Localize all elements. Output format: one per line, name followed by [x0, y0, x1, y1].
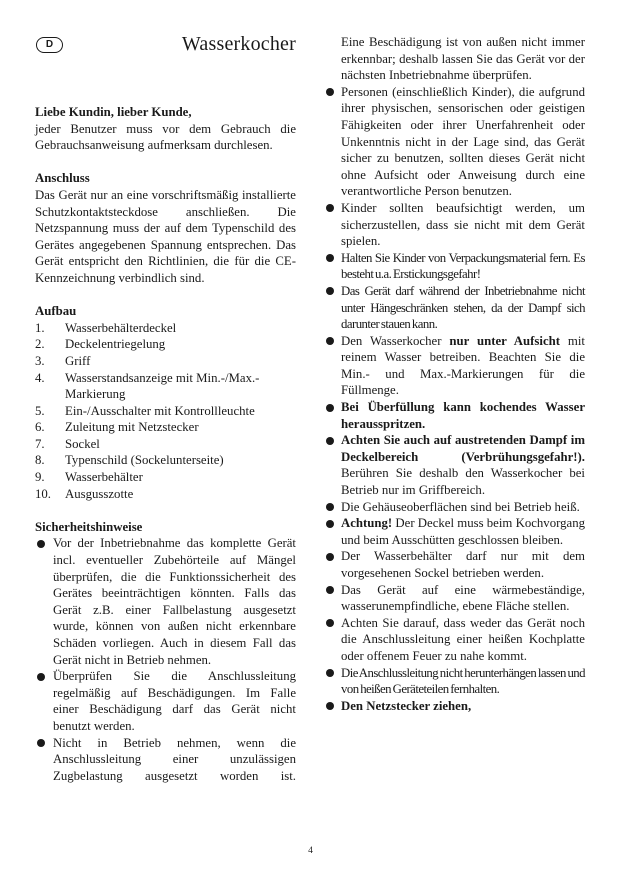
list-item: Achten Sie auch auf austretenden Dampf im Deckelbereich (Verbrühungsgefahr!). Berühren Sie deshalb den Wasserkocher bei Betrieb nur im Griffbereich. [324, 432, 585, 498]
bullet-icon [326, 88, 334, 96]
list-item: 5. Ein-/Ausschalter mit Kontrollleuchte [35, 403, 255, 418]
safety-heading: Sicherheitshinweise [35, 519, 143, 534]
aufbau-heading: Aufbau [35, 304, 77, 319]
list-item: Das Gerät auf eine wärmebeständige, wasserunempfindliche, ebene Fläche stellen. [324, 582, 585, 615]
bullet-icon [37, 540, 45, 548]
list-item: Nicht in Betrieb nehmen, wenn die Anschlussleitung einer unzulässigen Zugbelastung ausgesetzt worden ist. [35, 735, 296, 785]
bullet-icon [326, 254, 334, 262]
language-badge: D [36, 37, 63, 53]
bullet-icon [326, 287, 334, 295]
right-column [324, 34, 585, 714]
safety-list-left [35, 535, 296, 784]
bullet-icon [326, 586, 334, 594]
list-item: 10. Ausgusszotte [35, 486, 134, 501]
bullet-icon [326, 669, 334, 677]
list-item: Kinder sollten beaufsichtigt werden, um sicherzustellen, dass sie nicht mit dem Gerät spielen. [324, 200, 585, 250]
list-item: Vor der Inbetriebnahme das komplette Gerät incl. eventueller Zubehörteile auf Mängel überprüfen, die die Funktionssicherheit des Gerätes beeinträchtigen könnten. Falls das Gerät z.B. einer Fallbelastung ausgesetzt wurde, können von außen nicht erkennbare Schäden vorliegen. Auch in diesem Fall das Gerät nicht in Betrieb nehmen. [35, 535, 296, 668]
list-item: 6. Zuleitung mit Netzstecker [35, 420, 199, 435]
list-item: Den Netzstecker ziehen, [324, 698, 585, 715]
list-item: 1. Wasserbehälterdeckel [35, 320, 177, 335]
anschluss-heading: Anschluss [35, 171, 90, 186]
greeting-text: jeder Benutzer muss vor dem Gebrauch die Gebrauchsanweisung aufmerksam durchlesen. [35, 121, 296, 153]
bullet-icon [326, 503, 334, 511]
list-item: 8. Typenschild (Sockelunterseite) [35, 453, 224, 468]
list-item: Halten Sie Kinder von Verpackungsmaterial fern. Es besteht u.a. Erstickungsgefahr! [324, 250, 585, 283]
bullet-icon [326, 204, 334, 212]
list-item: Den Wasserkocher nur unter Aufsicht mit reinem Wasser betreiben. Beachten Sie die Min.- und Max.-Markierungen für die Füllmenge. [324, 333, 585, 399]
list-item: 7. Sockel [35, 436, 100, 451]
list-item: 2. Deckelentriegelung [35, 337, 166, 352]
bullet-icon [37, 739, 45, 747]
list-item: Personen (einschließlich Kinder), die aufgrund ihrer physischen, sensorischen oder geistigen Fähigkeiten oder ihrer Unerfahrenheit oder Unkenntnis nicht in der Lage sind, das Gerät sicher zu benutzen, sollten dieses Gerät nicht ohne Aufsicht oder Anweisung durch eine verantwortliche Person benutzen. [324, 84, 585, 200]
bullet-icon [326, 553, 334, 561]
safety-continuation: Eine Beschädigung ist von außen nicht immer erkennbar; deshalb lassen Sie das Gerät vor der nächsten Inbetriebnahme überprüfen. [341, 35, 585, 83]
parts-list [35, 320, 296, 503]
anschluss-text: Das Gerät nur an eine vorschriftsmäßig installierte Schutzkontaktsteckdose anschließen. Die Netzspannung muss der auf dem Typenschild des Gerätes angegebenen Spannung entsprechen. Das Gerät entspricht den Richtlinien, die für die CE-Kennzeichnung verbindlich sind. [35, 187, 296, 285]
left-column [35, 104, 296, 784]
list-item: Überprüfen Sie die Anschlussleitung regelmäßig auf Beschädigungen. Im Falle einer Beschädigung darf das Gerät nicht benutzt werden. [35, 668, 296, 734]
list-item: Die Gehäuseoberflächen sind bei Betrieb heiß. [324, 499, 585, 516]
safety-list-right [324, 84, 585, 715]
list-item: Die Anschlussleitung nicht herunterhängen lassen und von heißen Geräteteilen fernhalten. [324, 665, 585, 698]
list-item: Achtung! Der Deckel muss beim Kochvorgang und beim Ausschütten geschlossen bleiben. [324, 515, 585, 548]
list-item: Achten Sie darauf, dass weder das Gerät noch die Anschlussleitung einer heißen Kochplatte oder offenem Feuer zu nahe kommt. [324, 615, 585, 665]
bullet-icon [326, 404, 334, 412]
greeting-heading: Liebe Kundin, lieber Kunde, [35, 105, 192, 119]
list-item: 9. Wasserbehälter [35, 470, 143, 485]
list-item: Der Wasserbehälter darf nur mit dem vorgesehenen Sockel betrieben werden. [324, 548, 585, 581]
list-item: 4. Wasserstandsanzeige mit Min.-/Max.-Markierung [35, 370, 260, 402]
bullet-icon [326, 520, 334, 528]
bullet-icon [326, 337, 334, 345]
bullet-icon [326, 437, 334, 445]
bullet-icon [326, 702, 334, 710]
bullet-icon [326, 619, 334, 627]
page-title: Wasserkocher [181, 33, 296, 55]
bullet-icon [37, 673, 45, 681]
list-item: Bei Überfüllung kann kochendes Wasser herausspritzen. [324, 399, 585, 432]
list-item: Das Gerät darf während der Inbetriebnahme nicht unter Hängeschränken stehen, da der Dampf sich darunter stauen kann. [324, 283, 585, 333]
list-item: 3. Griff [35, 353, 91, 368]
page-number: 4 [308, 846, 313, 856]
